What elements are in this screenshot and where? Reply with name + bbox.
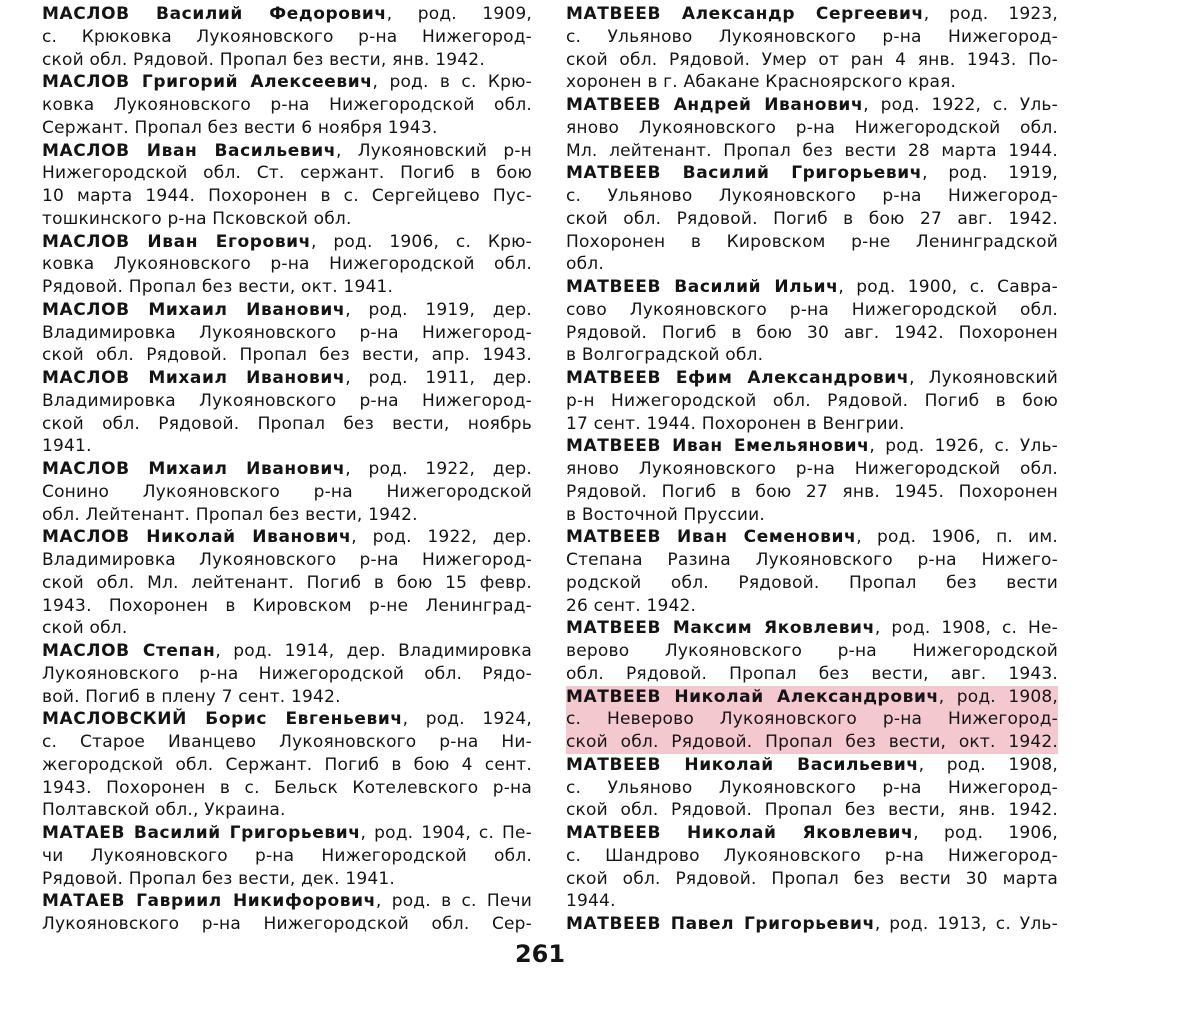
entry-name: МАТВЕЕВ Николай Александрович xyxy=(566,686,939,707)
entry-text: 17 сент. 1944. Похоронен в Венгрии. xyxy=(566,413,905,434)
entry-text: 1941. xyxy=(42,436,92,457)
entry-text: , род. 1908, xyxy=(938,686,1058,707)
entry-text-line xyxy=(42,390,532,413)
entry-name: МАТВЕЕВ Александр Сергеевич xyxy=(566,4,924,24)
entry-heading-line xyxy=(566,367,1058,390)
entry-heading-line xyxy=(566,162,1058,185)
entry-text: ской обл. Рядовой. Пропал без вести, ноябрь xyxy=(42,413,532,434)
entry-text-line xyxy=(566,458,1058,481)
entry-text-line xyxy=(566,299,1058,322)
entry-text: верово Лукояновского р-на Нижегородской xyxy=(566,641,1058,661)
entry-heading-line xyxy=(566,822,1058,845)
entry-name: МАТВЕЕВ Иван Емельянович xyxy=(566,436,870,457)
entry-text: , род. 1919, дер. xyxy=(345,299,532,320)
entry-text: сово Лукояновского р-на Нижегородской обл. xyxy=(566,299,1058,320)
entry-text: , род. в с. Крю- xyxy=(372,72,532,93)
entry-name: МАТАЕВ Василий Григорьевич xyxy=(42,823,361,843)
entry-name: МАТВЕЕВ Василий Григорьевич xyxy=(566,163,923,184)
entry-text-line xyxy=(42,435,532,458)
entry-name: МАТВЕЕВ Ефим Александрович xyxy=(566,368,910,388)
entry-text: яново Лукояновского р-на Нижегородской обл. xyxy=(566,117,1058,138)
entry-text: ковка Лукояновского р-на Нижегородской обл. xyxy=(42,95,532,115)
entry-text-line xyxy=(566,71,1058,94)
entry-text-line xyxy=(42,253,532,276)
entry-text-line xyxy=(566,572,1058,595)
entry-text: тошкинского р-на Псковской обл. xyxy=(42,208,352,229)
entry-text-line xyxy=(566,344,1058,367)
entry-text: яново Лукояновского р-на Нижегородской обл. xyxy=(566,459,1058,479)
entry-text-line xyxy=(566,26,1058,49)
entry-text: , Лукояновский xyxy=(909,368,1058,388)
entry-text-line xyxy=(566,777,1058,800)
entry-text-line xyxy=(566,253,1058,276)
entry-text: в Восточной Пруссии. xyxy=(566,504,765,525)
entry-name: МАТВЕЕВ Иван Семенович xyxy=(566,527,857,548)
entry-text-line xyxy=(42,94,532,117)
entry-text: 10 марта 1944. Похоронен в с. Сергейцево Пус- xyxy=(42,186,532,206)
entry-heading-line xyxy=(566,3,1058,26)
entry-text-line xyxy=(566,208,1058,231)
entry-text: с. Неверово Лукояновского р-на Нижегород- xyxy=(566,709,1058,730)
entry-text: ской обл. Рядовой. Пропал без вести 30 марта xyxy=(566,868,1058,889)
entry-heading-line xyxy=(566,754,1058,777)
entry-text-line xyxy=(566,890,1058,913)
entry-text-line xyxy=(566,504,1058,527)
entry-heading-line xyxy=(42,231,532,254)
entry-text-line xyxy=(42,26,532,49)
entry-heading-line xyxy=(566,276,1058,299)
entry-text-line xyxy=(42,276,532,299)
entry-text-line xyxy=(42,481,532,504)
entry-heading-line xyxy=(42,71,532,94)
entry-heading-line xyxy=(42,140,532,163)
entry-text-line xyxy=(566,390,1058,413)
entry-name: МАТВЕЕВ Павел Григорьевич xyxy=(566,914,875,934)
entry-text: , род. 1922, дер. xyxy=(345,459,532,479)
entry-name: МАСЛОВ Василий Федорович xyxy=(42,4,387,24)
entry-text: Полтавской обл., Украина. xyxy=(42,800,286,821)
entry-text: вой. Погиб в плену 7 сент. 1942. xyxy=(42,686,341,707)
entry-heading-line xyxy=(42,822,532,845)
entry-text: ской обл. Рядовой. Пропал без вести, окт. 1942. xyxy=(566,732,1058,752)
entry-text-line xyxy=(566,663,1058,686)
entry-text-line xyxy=(566,481,1058,504)
entry-text: Степана Разина Лукояновского р-на Нижего- xyxy=(566,550,1058,570)
entry-text: ковка Лукояновского р-на Нижегородской обл. xyxy=(42,254,532,275)
entry-text-line xyxy=(42,731,532,754)
entry-text-line xyxy=(566,117,1058,140)
entry-text: обл. xyxy=(566,254,604,275)
entry-text-line xyxy=(42,185,532,208)
entry-heading-line xyxy=(42,3,532,26)
entry-text: , род. 1908, xyxy=(918,754,1058,775)
entry-name: МАСЛОВ Григорий Алексеевич xyxy=(42,72,373,93)
entry-text: Владимировка Лукояновского р-на Нижегород- xyxy=(42,322,532,343)
entry-text: Сержант. Пропал без вести 6 ноября 1943. xyxy=(42,117,438,138)
entry-text: р-н Нижегородской обл. Рядовой. Погиб в бою xyxy=(566,390,1058,411)
entry-text: с. Ульяново Лукояновского р-на Нижегород- xyxy=(566,186,1058,206)
entry-text-line xyxy=(566,799,1058,822)
entry-text-line xyxy=(566,640,1058,663)
entry-text: в Волгоградской обл. xyxy=(566,345,764,366)
entry-heading-line xyxy=(566,686,1058,709)
entry-text: Мл. лейтенант. Пропал без вести 28 марта 1944. xyxy=(566,140,1058,161)
entry-name: МАТВЕЕВ Николай Яковлевич xyxy=(566,823,914,843)
entry-text-line xyxy=(566,845,1058,868)
entry-text: с. Старое Иванцево Лукояновского р-на Ни- xyxy=(42,732,532,752)
entry-name: МАСЛОВ Николай Иванович xyxy=(42,527,352,548)
entry-text: обл. Лейтенант. Пропал без вести, 1942. xyxy=(42,504,418,525)
entry-text-line xyxy=(42,595,532,618)
entry-text: ской обл. Рядовой. Погиб в бою 27 авг. 1942. xyxy=(566,208,1058,229)
entry-heading-line xyxy=(42,890,532,913)
entry-text: с. Ульяново Лукояновского р-на Нижегород- xyxy=(566,26,1058,47)
entry-name: МАСЛОВ Степан xyxy=(42,641,216,661)
entry-text: , род. 1923, xyxy=(923,4,1058,24)
entry-text: 1944. xyxy=(566,891,616,912)
entry-text: 1943. Похоронен в Кировском р-не Ленинград- xyxy=(42,595,532,616)
entry-text: чи Лукояновского р-на Нижегородской обл. xyxy=(42,845,532,866)
entry-text: , род. 1908, с. Не- xyxy=(874,618,1058,639)
entry-name: МАТВЕЕВ Максим Яковлевич xyxy=(566,618,875,639)
entry-heading-line xyxy=(42,708,532,731)
entry-heading-line xyxy=(566,913,1058,936)
entry-text-line xyxy=(42,117,532,140)
entry-text-line xyxy=(42,49,532,72)
entry-heading-line xyxy=(566,435,1058,458)
entry-text: ской обл. Рядовой. Умер от ран 4 янв. 1943. По- xyxy=(566,49,1058,70)
entry-text-line xyxy=(42,754,532,777)
entry-text-line xyxy=(42,208,532,231)
entry-name: МАТАЕВ Гавриил Никифорович xyxy=(42,891,376,912)
entry-text: , род. 1914, дер. Владимировка xyxy=(215,641,532,661)
entry-text: жегородской обл. Сержант. Погиб в бою 4 сент. xyxy=(42,754,532,775)
entry-text-line xyxy=(566,549,1058,572)
entry-heading-line xyxy=(566,617,1058,640)
entry-text: , род. 1924, xyxy=(402,709,532,730)
entry-text: Лукояновского р-на Нижегородской обл. Сер- xyxy=(42,914,532,934)
entry-text: Рядовой. Пропал без вести, окт. 1941. xyxy=(42,277,394,297)
entry-text-line xyxy=(42,845,532,868)
entry-text: , род. 1904, с. Пе- xyxy=(360,823,532,843)
entry-text: ской обл. Мл. лейтенант. Погиб в бою 15 февр. xyxy=(42,572,532,593)
entry-text: 26 сент. 1942. xyxy=(566,595,697,616)
entry-text-line xyxy=(42,572,532,595)
entry-heading-line xyxy=(42,299,532,322)
entry-text: , род. 1900, с. Савра- xyxy=(838,277,1058,297)
entry-name: МАТВЕЕВ Василий Ильич xyxy=(566,277,839,297)
entry-text: , род. в с. Печи xyxy=(375,891,532,912)
entry-text: ской обл. xyxy=(42,618,128,639)
entry-heading-line xyxy=(566,526,1058,549)
entry-text: Владимировка Лукояновского р-на Нижегород- xyxy=(42,390,532,411)
entry-text: Рядовой. Погиб в бою 30 авг. 1942. Похоронен xyxy=(566,322,1058,343)
entry-text-line xyxy=(42,322,532,345)
entry-text-line xyxy=(566,413,1058,436)
entry-text-line xyxy=(566,185,1058,208)
entry-name: МАСЛОВ Михаил Иванович xyxy=(42,299,346,320)
entry-text: обл. Рядовой. Пропал без вести, авг. 1943. xyxy=(566,663,1058,684)
entry-text: хоронен в г. Абакане Красноярского края. xyxy=(566,72,957,93)
entry-text: Нижегородской обл. Ст. сержант. Погиб в бою xyxy=(42,163,532,184)
entry-text: 1943. Похоронен в с. Бельск Котелевского р-на xyxy=(42,777,532,798)
page-number: 261 xyxy=(514,940,566,968)
entry-text-line xyxy=(42,913,532,936)
entry-text-line xyxy=(42,549,532,572)
entry-text-line xyxy=(42,344,532,367)
entry-text-line xyxy=(42,663,532,686)
entry-name: МАТВЕЕВ Андрей Иванович xyxy=(566,95,864,115)
entry-text: ской обл. Рядовой. Пропал без вести, янв. 1942. xyxy=(566,800,1058,821)
entry-text-line xyxy=(42,617,532,640)
entry-name: МАСЛОВ Михаил Иванович xyxy=(42,368,346,388)
entry-text: , род. 1906, с. Крю- xyxy=(310,231,533,252)
entry-text-line xyxy=(42,162,532,185)
entry-heading-line xyxy=(42,640,532,663)
entry-heading-line xyxy=(566,94,1058,117)
entry-text: Владимировка Лукояновского р-на Нижегород- xyxy=(42,550,532,570)
entry-text: , род. 1906, п. им. xyxy=(856,527,1059,548)
entry-text: , род. 1909, xyxy=(386,4,532,24)
entry-text: Рядовой. Пропал без вести, дек. 1941. xyxy=(42,868,396,889)
entry-text: с. Ульяново Лукояновского р-на Нижегород- xyxy=(566,777,1058,798)
entry-text-line xyxy=(566,140,1058,163)
entry-name: МАСЛОВ Михаил Иванович xyxy=(42,459,346,479)
entry-text: , род. 1919, xyxy=(922,163,1058,184)
entry-text: ской обл. Рядовой. Пропал без вести, янв. 1942. xyxy=(42,49,485,70)
entry-text-line xyxy=(566,731,1058,754)
entry-text: , род. 1911, дер. xyxy=(345,368,532,388)
entry-text: Похоронен в Кировском р-не Ленинградской xyxy=(566,231,1058,252)
entry-text: , род. 1922, с. Уль- xyxy=(863,95,1058,115)
entry-text: Лукояновского р-на Нижегородской обл. Рядо- xyxy=(42,663,532,684)
entry-text-line xyxy=(566,231,1058,254)
entry-text: с. Крюковка Лукояновского р-на Нижегород- xyxy=(42,26,532,47)
entry-text: родской обл. Рядовой. Пропал без вести xyxy=(566,572,1058,593)
entry-text-line xyxy=(42,686,532,709)
entry-text: ской обл. Рядовой. Пропал без вести, апр. 1943. xyxy=(42,345,532,366)
entry-text: Рядовой. Погиб в бою 27 янв. 1945. Похоронен xyxy=(566,481,1058,502)
entry-name: МАСЛОВ Иван Васильевич xyxy=(42,140,336,161)
entry-text: , род. 1922, дер. xyxy=(351,527,532,548)
entry-text-line xyxy=(566,708,1058,731)
entry-name: МАСЛОВ Иван Егорович xyxy=(42,231,311,252)
entry-text: с. Шандрово Лукояновского р-на Нижегород- xyxy=(566,845,1058,866)
entry-text: , род. 1926, с. Уль- xyxy=(869,436,1058,457)
entry-text-line xyxy=(42,799,532,822)
entry-text: Сонино Лукояновского р-на Нижегородской xyxy=(42,481,532,502)
entry-heading-line xyxy=(42,526,532,549)
entry-text-line xyxy=(566,49,1058,72)
entry-text-line xyxy=(42,868,532,891)
entry-text: , Лукояновский р-н xyxy=(335,140,532,161)
entry-text-line xyxy=(42,777,532,800)
entry-name: МАСЛОВСКИЙ Борис Евгеньевич xyxy=(42,709,403,730)
entry-text-line xyxy=(566,595,1058,618)
entry-text-line xyxy=(42,504,532,527)
entry-name: МАТВЕЕВ Николай Васильевич xyxy=(566,754,919,775)
entry-text-line xyxy=(566,868,1058,891)
entry-heading-line xyxy=(42,458,532,481)
entry-text-line xyxy=(42,413,532,436)
entry-heading-line xyxy=(42,367,532,390)
entry-text: , род. 1913, с. Уль- xyxy=(874,914,1058,934)
entry-text: , род. 1906, xyxy=(913,823,1058,843)
entry-text-line xyxy=(566,322,1058,345)
